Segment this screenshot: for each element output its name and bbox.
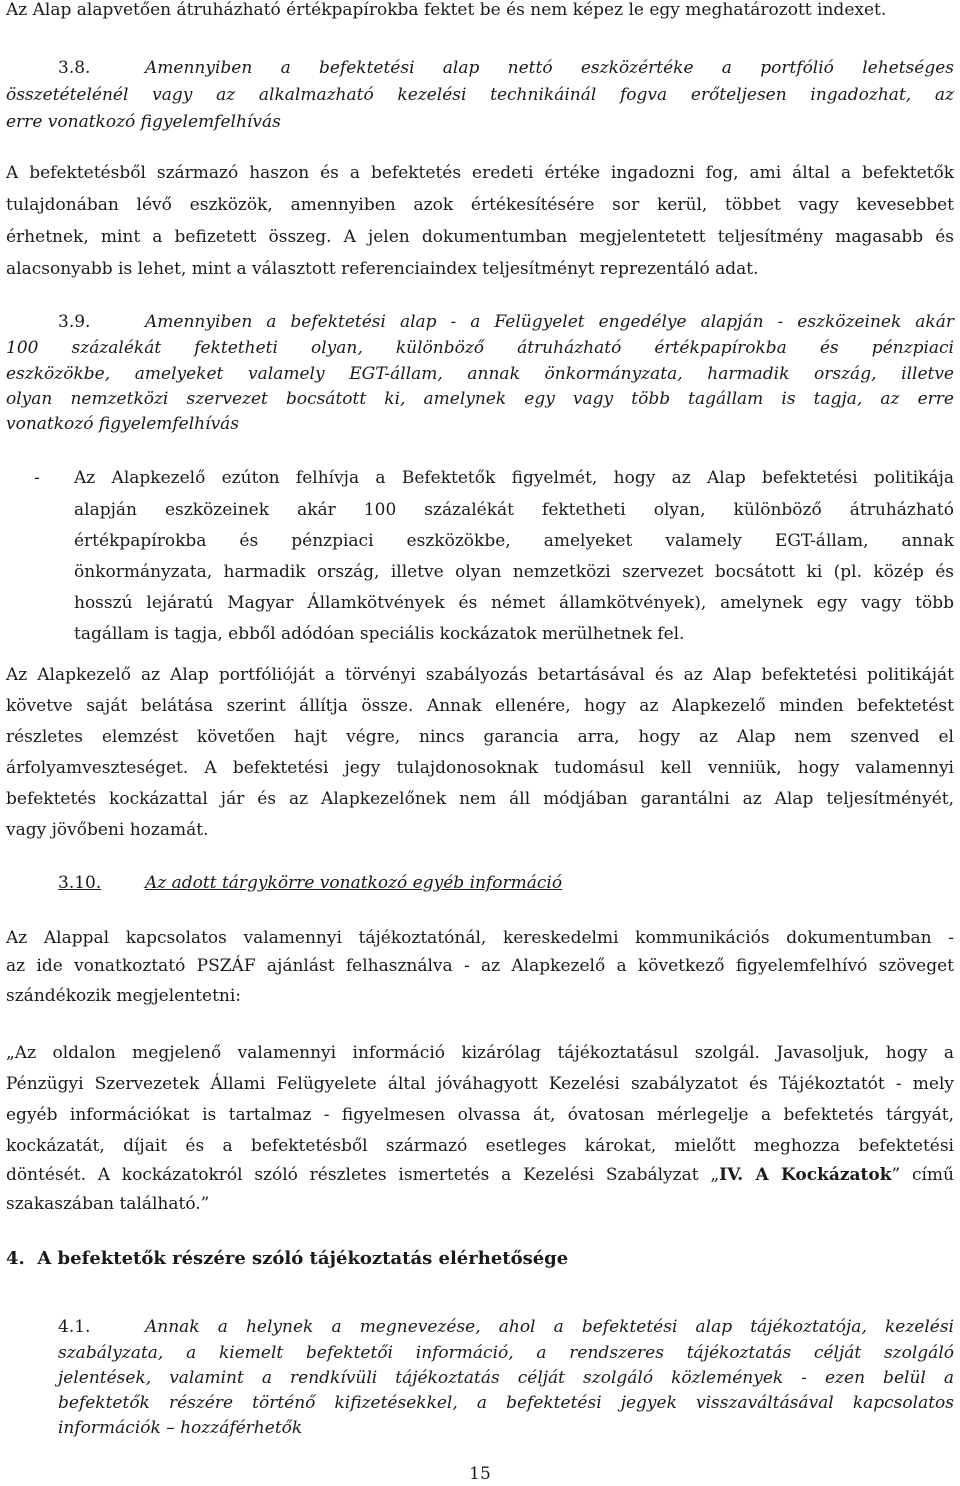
paragraph-line: alacsonyabb is lehet, mint a választott referenciaindex teljesítményt reprezentáló adat.: [6, 259, 759, 279]
paragraph-line: Az Alappal kapcsolatos valamennyi tájékoztatónál, kereskedelmi kommunikációs dokumentumban -: [6, 928, 954, 948]
section-3-8-line: erre vonatkozó figyelemfelhívás: [6, 112, 281, 132]
section-3-8-number: 3.8.: [58, 58, 91, 78]
paragraph-line: érhetnek, mint a befizetett összeg. A jelen dokumentumban megjelentetett teljesítmény magasabb és: [6, 227, 954, 247]
section-3-10-title: Az adott tárgykörre vonatkozó egyéb információ: [145, 873, 563, 893]
quote-bold-reference: IV. A Kockázatok: [719, 1165, 892, 1185]
paragraph-line: árfolyamveszteséget. A befektetési jegy tulajdonosoknak tudomásul kell venniük, hogy valamennyi: [6, 758, 954, 778]
bullet-dash: -: [34, 468, 40, 488]
section-3-9-line: olyan nemzetközi szervezet bocsátott ki, amelynek egy vagy több tagállam is tagja, az erre: [6, 389, 954, 409]
quote-line: Pénzügyi Szervezetek Állami Felügyelete által jóváhagyott Kezelési szabályzatot és Tájékoztatót - mely: [6, 1074, 954, 1094]
bullet-line: önkormányzata, harmadik ország, illetve olyan nemzetközi szervezet bocsátott ki (pl. közép és: [74, 562, 954, 582]
section-4-1-line: szabályzata, a kiemelt befektetői információ, a rendszeres tájékoztatás célját szolgáló: [58, 1343, 954, 1363]
paragraph-line: szándékozik megjelentetni:: [6, 986, 242, 1006]
paragraph-line: Az Alapkezelő az Alap portfólióját a törvényi szabályozás betartásával és az Alap befektetési politikáját: [6, 665, 954, 685]
paragraph-line: az ide vonatkoztató PSZÁF ajánlást felhasználva - az Alapkezelő a következő figyelemfelhívó szöveget: [6, 956, 954, 976]
paragraph-line: követve saját belátása szerint állítja össze. Annak ellenére, hogy az Alapkezelő minden befektetést: [6, 696, 954, 716]
quote-text: ” című: [891, 1165, 955, 1185]
bullet-line: Az Alapkezelő ezúton felhívja a Befektetők figyelmét, hogy az Alap befektetési politikája: [74, 468, 954, 488]
section-3-9-line: Amennyiben a befektetési alap - a Felügyelet engedélye alapján - eszközeinek akár: [145, 312, 954, 332]
quote-text: döntését. A kockázatokról szóló részletes ismertetés a Kezelési Szabályzat „: [6, 1165, 720, 1185]
section-4-1-number: 4.1.: [58, 1317, 91, 1337]
bullet-line: tagállam is tagja, ebből adódóan speciális kockázatok merülhetnek fel.: [74, 624, 685, 644]
section-4-1-line: Annak a helynek a megnevezése, ahol a befektetési alap tájékoztatója, kezelési: [145, 1317, 954, 1337]
section-3-8-line: Amennyiben a befektetési alap nettó eszközértéke a portfólió lehetséges: [145, 58, 954, 78]
paragraph-line: vagy jövőbeni hozamát.: [6, 820, 209, 840]
section-4-1-line: befektetők részére történő kifizetésekkel, a befektetési jegyek visszaváltásával kapcsolatos: [58, 1393, 954, 1413]
paragraph-line: befektetés kockázattal jár és az Alapkezelőnek nem áll módjában garantálni az Alap teljesítményét,: [6, 789, 954, 809]
paragraph-line: A befektetésből származó haszon és a befektetés eredeti értéke ingadozni fog, ami által a befektetők: [6, 163, 954, 183]
bullet-line: értékpapírokba és pénzpiaci eszközökbe, amelyeket valamely EGT-állam, annak: [74, 531, 954, 551]
quote-line: [6, 1165, 954, 1185]
section-4-1-line: jelentések, valamint a rendkívüli tájékoztatás célját szolgáló közlemények - ezen belül a: [58, 1368, 954, 1388]
section-3-9-number: 3.9.: [58, 312, 91, 332]
paragraph-line: részletes elemzést követően hajt végre, nincs garancia arra, hogy az Alap nem szenved el: [6, 727, 954, 747]
paragraph-line: tulajdonában lévő eszközök, amennyiben azok értékesítésére sor kerül, többet vagy kevesebbet: [6, 195, 954, 215]
bullet-line: alapján eszközeinek akár 100 százalékát fektetheti olyan, különböző átruházható: [74, 500, 954, 520]
intro-line: Az Alap alapvetően átruházható értékpapírokba fektet be és nem képez le egy meghatározott indexet.: [6, 0, 887, 20]
section-3-9-line: 100 százalékát fektetheti olyan, különböző átruházható értékpapírokba és pénzpiaci: [6, 338, 954, 358]
page-number: 15: [469, 1464, 491, 1484]
bullet-line: hosszú lejáratú Magyar Államkötvények és német államkötvények), amelynek egy vagy több: [74, 593, 954, 613]
section-3-10-number: 3.10.: [58, 873, 102, 893]
section-3-9-line: vonatkozó figyelemfelhívás: [6, 414, 240, 434]
quote-line: egyéb információkat is tartalmaz - figyelmesen olvassa át, óvatosan mérlegelje a befektetés tárgyát,: [6, 1105, 954, 1125]
section-4-1-line: információk – hozzáférhetők: [58, 1418, 303, 1438]
section-3-9-line: eszközökbe, amelyeket valamely EGT-állam, annak önkormányzata, harmadik ország, illetve: [6, 364, 954, 384]
section-4-heading: 4. A befektetők részére szóló tájékoztatás elérhetősége: [6, 1248, 569, 1269]
quote-line: „Az oldalon megjelenő valamennyi információ kizárólag tájékoztatásul szolgál. Javasoljuk, hogy a: [6, 1043, 954, 1063]
section-3-8-line: összetételénél vagy az alkalmazható kezelési technikáinál fogva erőteljesen ingadozhat, az: [6, 85, 954, 105]
quote-line: kockázatát, díjait és a befektetésből származó esetleges károkat, mielőtt meghozza befektetési: [6, 1136, 954, 1156]
quote-line: szakaszában található.”: [6, 1194, 210, 1214]
